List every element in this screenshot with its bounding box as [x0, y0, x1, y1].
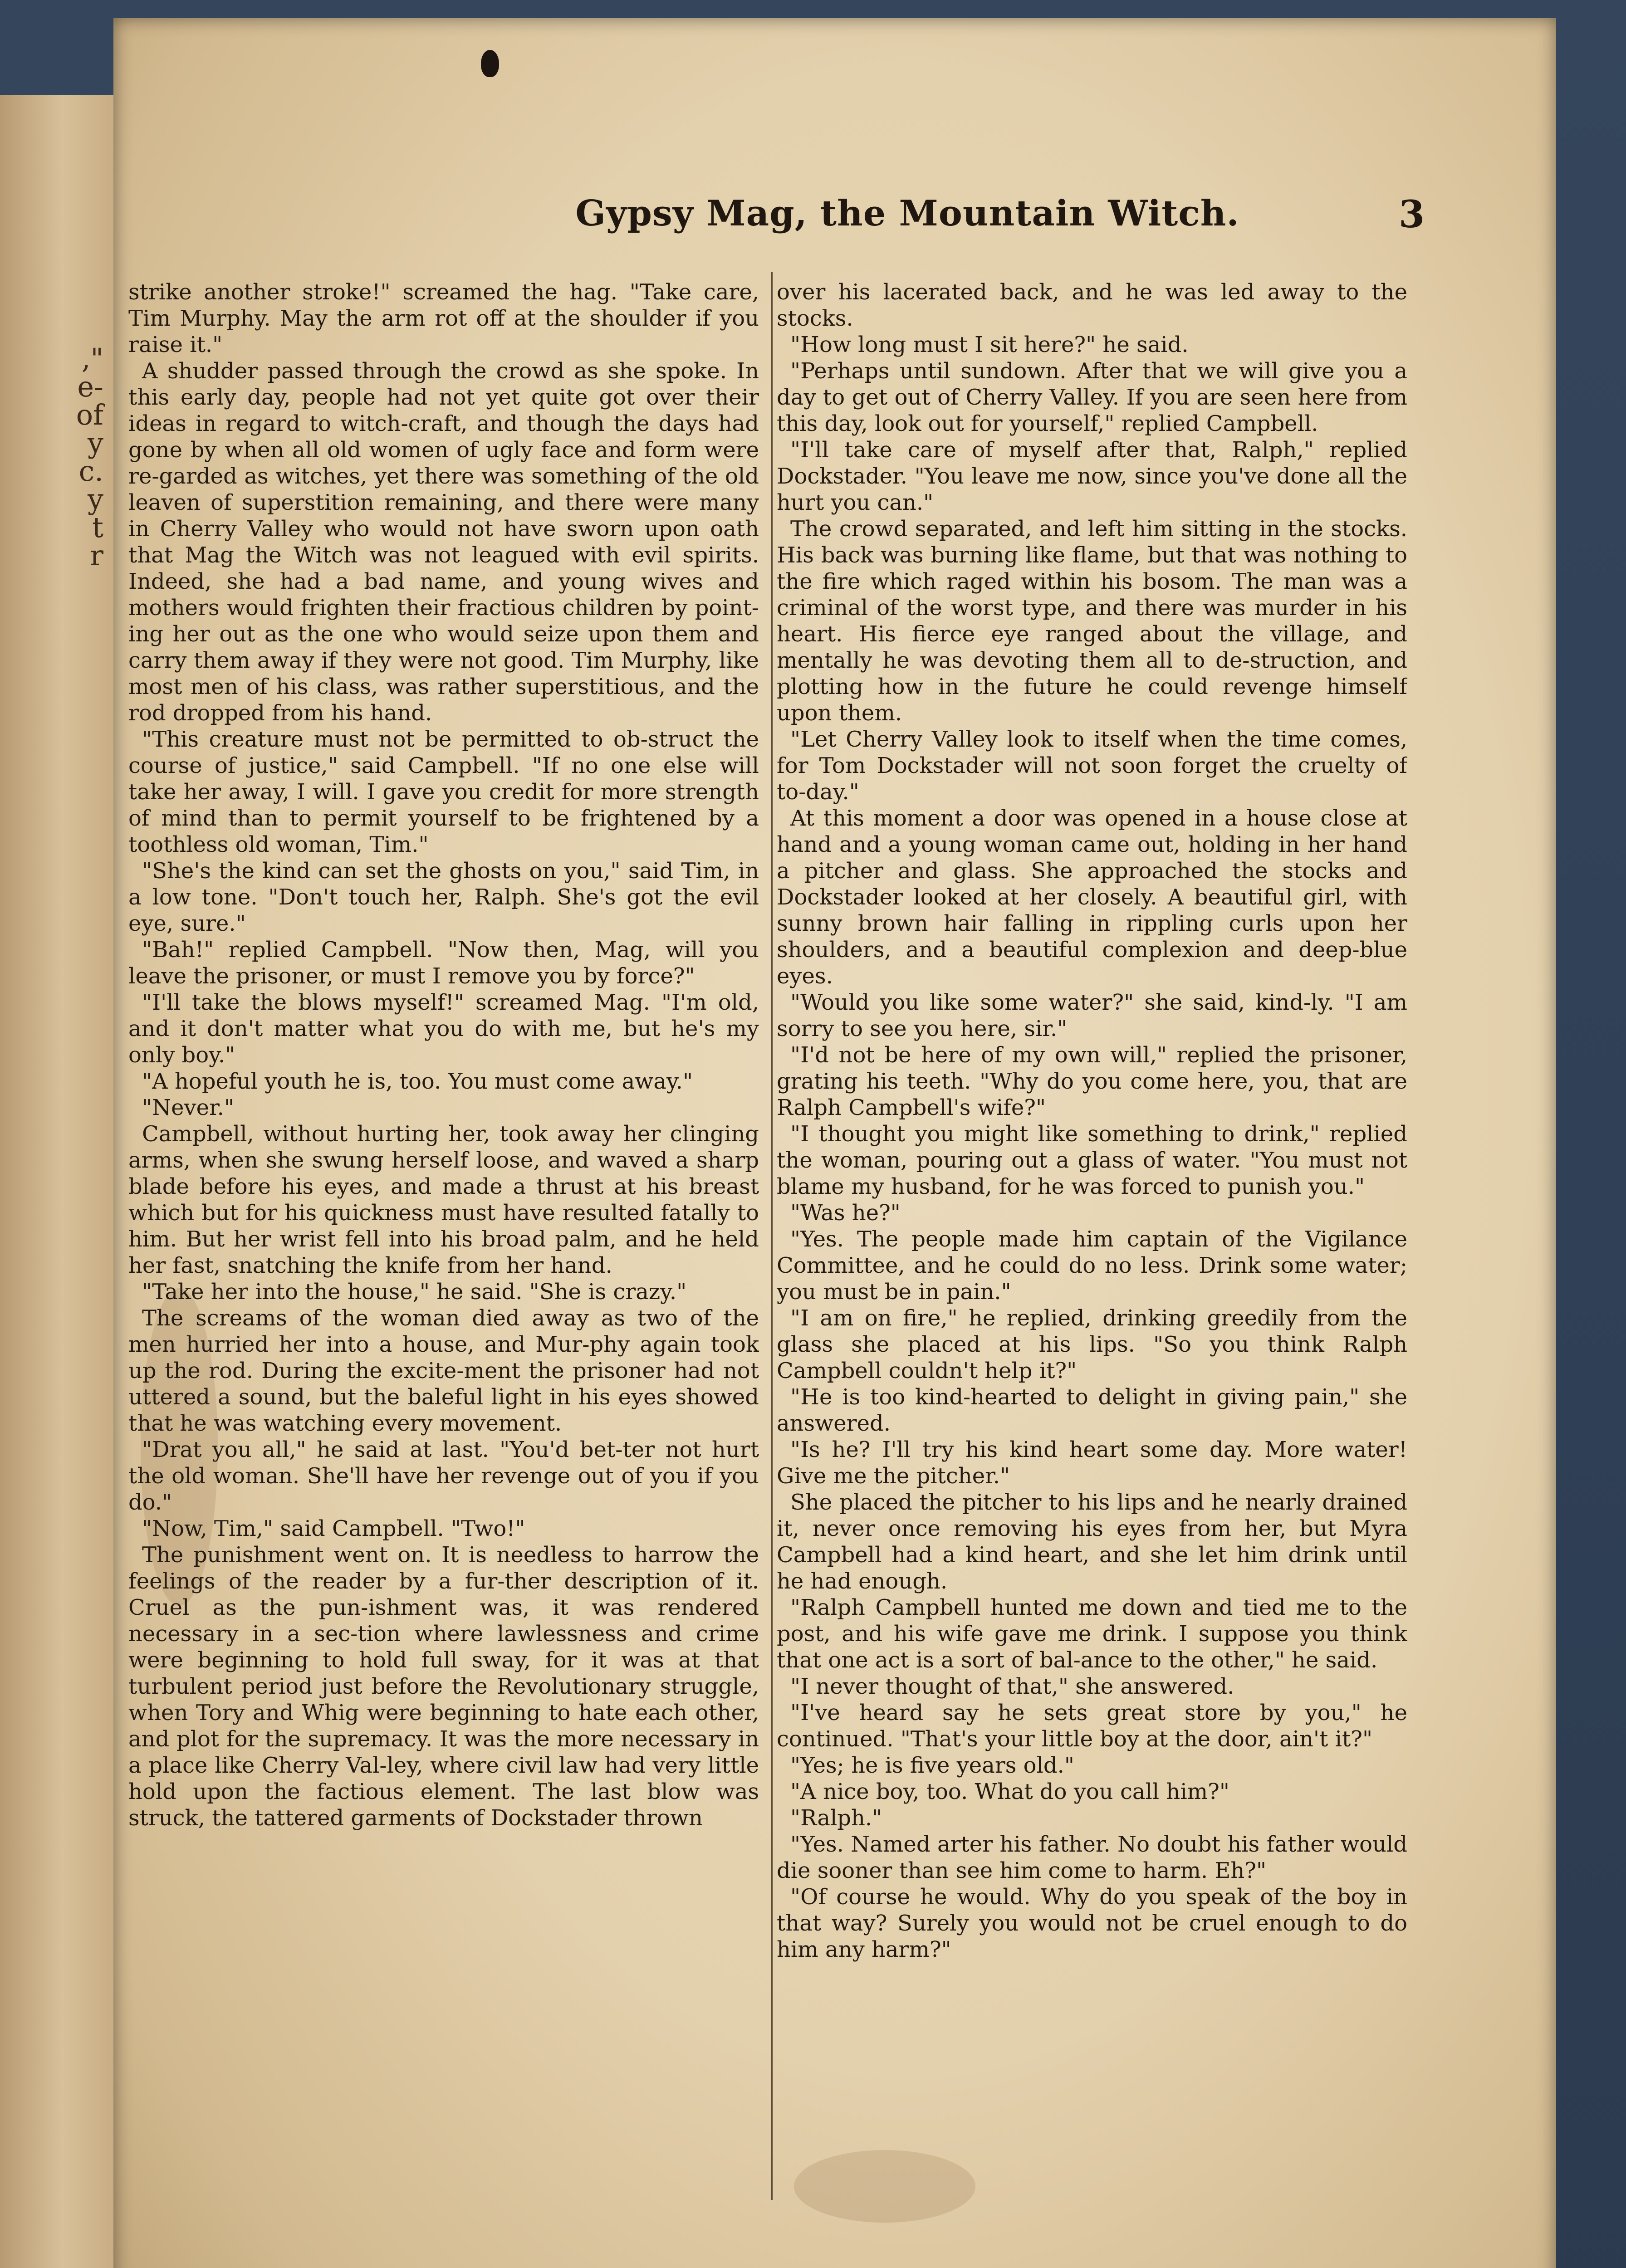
paragraph: "A nice boy, too. What do you call him?" [790, 1779, 1229, 1804]
paragraph: "She's the kind can set the ghosts on you," said Tim, in a low tone. "Don't touch her, Ralph. She's got the evil eye, sure." [128, 858, 759, 936]
paragraph: "Drat you all," he said at last. "You'd bet-ter not hurt the old woman. She'll have her revenge out of you if you do." [128, 1437, 759, 1515]
paragraph: over his lacerated back, and he was led away to the stocks. [777, 279, 1407, 331]
paragraph: A shudder passed through the crowd as she spoke. In this early day, people had not yet quite got over their ideas in regard to witch-craft, and though the days had gone by when all old women of ugly face and form were re-garded as witches, yet there was something of the old leaven of superstition remaining, and there were many in Cherry Valley who would not have sworn upon oath that Mag the Witch was not leagued with evil spirits. Indeed, she had a bad name, and young wives and mothers would frighten their fractious children by point-ing her out as the one who would seize upon them and carry them away if they were not good. Tim Murphy, like most men of his class, was rather superstitious, and the rod dropped from his hand. [128, 358, 759, 726]
paragraph: "Of course he would. Why do you speak of the boy in that way? Surely you would not be cruel enough to do him any harm?" [777, 1884, 1407, 1962]
paragraph: "Now, Tim," said Campbell. "Two!" [142, 1516, 525, 1541]
paragraph: "I've heard say he sets great store by you," he continued. "That's your little boy at the door, ain't it?" [777, 1700, 1407, 1752]
paragraph: "Take her into the house," he said. "She is crazy." [142, 1279, 687, 1305]
paragraph: "Let Cherry Valley look to itself when the time comes, for Tom Dockstader will not soon forget the cruelty of to-day." [777, 727, 1407, 805]
paragraph: "How long must I sit here?" he said. [790, 332, 1189, 357]
paragraph: The punishment went on. It is needless to harrow the feelings of the reader by a fur-ther description of it. Cruel as the pun-ishment was, it was rendered necessary in a sec-tion where lawlessness and crime were beginning to hold full sway, for it was at that turbulent period just before the Revolutionary struggle, when Tory and Whig were beginning to hate each other, and plot for the supremacy. It was the more necessary in a place like Cherry Val-ley, where civil law had very little hold upon the factious element. The last blow was struck, the tattered garments of Dockstader thrown [128, 1542, 759, 1831]
previous-page-text-fragments [8, 342, 103, 572]
paragraph: "I never thought of that," she answered. [790, 1674, 1234, 1699]
paragraph: "He is too kind-hearted to delight in giving pain," she answered. [777, 1384, 1407, 1436]
paragraph: "Was he?" [790, 1200, 901, 1226]
paragraph: "I'll take care of myself after that, Ralph," replied Dockstader. "You leave me now, since you've done all the hurt you can." [777, 437, 1407, 515]
text-fragment: c. [78, 455, 103, 488]
text-fragment: e- [77, 370, 103, 403]
paragraph: "Ralph." [790, 1805, 882, 1831]
paragraph: Campbell, without hurting her, took away her clinging arms, when she swung herself loose, and waved a sharp blade before his eyes, and made a thrust at his breast which but for his quickness must have resulted fatally to him. But her wrist fell into his broad palm, and he held her fast, snatching the knife from her hand. [128, 1121, 759, 1278]
page-number: 3 [1398, 193, 1425, 236]
paragraph: "Perhaps until sundown. After that we will give you a day to get out of Cherry Valley. If you are seen here from this day, look out for yourself," replied Campbell. [777, 358, 1407, 436]
text-fragment: of [76, 398, 103, 431]
paragraph: "Bah!" replied Campbell. "Now then, Mag, will you leave the prisoner, or must I remove you by force?" [128, 937, 759, 989]
text-fragment: r [90, 539, 103, 572]
paragraph: "Would you like some water?" she said, kind-ly. "I am sorry to see you here, sir." [777, 990, 1407, 1041]
paragraph: "Yes. The people made him captain of the Vigilance Committee, and he could do no less. Drink some water; you must be in pain." [777, 1227, 1407, 1305]
paragraph: "Never." [142, 1095, 235, 1120]
previous-page-edge [0, 95, 116, 2268]
column-divider [771, 272, 773, 2200]
paragraph: "I'd not be here of my own will," replied the prisoner, grating his teeth. "Why do you come here, you, that are Ralph Campbell's wife?" [777, 1042, 1407, 1120]
paragraph: At this moment a door was opened in a house close at hand and a young woman came out, holding in her hand a pitcher and glass. She approached the stocks and Dockstader looked at her closely. A beautiful girl, with sunny brown hair falling in rippling curls upon her shoulders, and a beautiful complexion and deep-blue eyes. [777, 806, 1407, 989]
text-fragment: y [87, 483, 103, 516]
paragraph: The crowd separated, and left him sitting in the stocks. His back was burning like flame, but that was nothing to the fire which raged within his bosom. The man was a criminal of the worst type, and there was murder in his heart. His fierce eye ranged about the village, and mentally he was devoting them all to de-struction, and plotting how in the future he could revenge himself upon them. [777, 516, 1407, 726]
text-fragment: y [87, 426, 103, 459]
right-text-column [777, 279, 1407, 2193]
paragraph: The screams of the woman died away as two of the men hurried her into a house, and Mur-phy again took up the rod. During the excite-ment the prisoner had not uttered a sound, but the baleful light in his eyes showed that he was watching every movement. [128, 1305, 759, 1436]
running-title: Gypsy Mag, the Mountain Witch. [575, 193, 1239, 234]
paragraph: "A hopeful youth he is, too. You must come away." [142, 1069, 693, 1094]
paragraph: strike another stroke!" screamed the hag. "Take care, Tim Murphy. May the arm rot off at the shoulder if you raise it." [128, 279, 759, 357]
watermark [1193, 2263, 1592, 2268]
text-fragment: ," [81, 342, 103, 375]
paragraph: "I thought you might like something to drink," replied the woman, pouring out a glass of water. "You must not blame my husband, for he was forced to punish you." [777, 1121, 1407, 1199]
paragraph: "Yes; he is five years old." [790, 1753, 1074, 1778]
paragraph: "I am on fire," he replied, drinking greedily from the glass she placed at his lips. "So you think Ralph Campbell couldn't help it?" [777, 1305, 1407, 1383]
paragraph: "Is he? I'll try his kind heart some day. More water! Give me the pitcher." [777, 1437, 1407, 1489]
page-header [113, 179, 1556, 247]
left-text-column [128, 279, 759, 2193]
paragraph: "I'll take the blows myself!" screamed Mag. "I'm old, and it don't matter what you do with me, but he's my only boy." [128, 990, 759, 1068]
paragraph: "This creature must not be permitted to ob-struct the course of justice," said Campbell. "If no one else will take her away, I will. I gave you credit for more strength of mind than to permit yourself to be frightened by a toothless old woman, Tim." [128, 727, 759, 857]
paragraph: "Ralph Campbell hunted me down and tied me to the post, and his wife gave me drink. I suppose you think that one act is a sort of bal-ance to the other," he said. [777, 1595, 1407, 1673]
paragraph: "Yes. Named arter his father. No doubt his father would die sooner than see him come to harm. Eh?" [777, 1832, 1407, 1883]
paragraph: She placed the pitcher to his lips and he nearly drained it, never once removing his eyes from her, but Myra Campbell had a kind heart, and she let him drink until he had enough. [777, 1490, 1407, 1594]
text-fragment: t [92, 511, 103, 544]
ink-blot [481, 50, 499, 77]
